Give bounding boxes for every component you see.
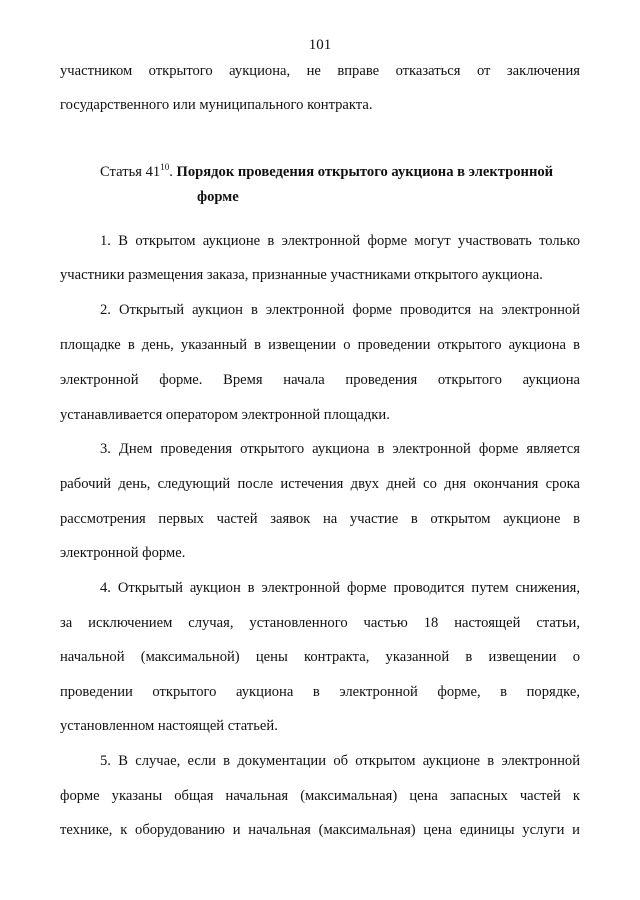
paragraph-5-line-2: форме указаны общая начальная (максимальная) цена запасных частей к bbox=[60, 788, 580, 804]
article-number: Статья 41 bbox=[100, 164, 161, 180]
article-superscript: 10 bbox=[160, 162, 170, 173]
paragraph-5-line-1: 5. В случае, если в документации об открытом аукционе в электронной bbox=[100, 753, 580, 769]
paragraph-3-line-3: рассмотрения первых частей заявок на участие в открытом аукционе в bbox=[60, 511, 580, 527]
paragraph-2-line-3: электронной форме. Время начала проведения открытого аукциона bbox=[60, 372, 580, 388]
paragraph-3-line-1: 3. Днем проведения открытого аукциона в электронной форме является bbox=[100, 441, 580, 457]
paragraph-4-line-4: проведении открытого аукциона в электронной форме, в порядке, bbox=[60, 684, 580, 700]
intro-line-2: государственного или муниципального контракта. bbox=[60, 97, 373, 113]
paragraph-1-line-1: 1. В открытом аукционе в электронной форме могут участвовать только bbox=[100, 233, 580, 249]
article-title-line2: форме bbox=[197, 189, 239, 205]
paragraph-5-line-3: технике, к оборудованию и начальная (максимальная) цена единицы услуги и bbox=[60, 822, 580, 838]
paragraph-3-line-4: электронной форме. bbox=[60, 545, 186, 561]
paragraph-2-line-2: площадке в день, указанный в извещении о проведении открытого аукциона в bbox=[60, 337, 580, 353]
intro-line-1: участником открытого аукциона, не вправе отказаться от заключения bbox=[60, 63, 580, 79]
article-dot: . bbox=[169, 164, 173, 180]
paragraph-2-line-4: устанавливается оператором электронной площадки. bbox=[60, 407, 390, 423]
paragraph-4-line-3: начальной (максимальной) цены контракта, указанной в извещении о bbox=[60, 649, 580, 665]
article-title-line1: Порядок проведения открытого аукциона в электронной bbox=[176, 164, 554, 180]
paragraph-2-line-1: 2. Открытый аукцион в электронной форме проводится на электронной bbox=[100, 302, 580, 318]
page-number: 101 bbox=[308, 37, 332, 53]
paragraph-3-line-2: рабочий день, следующий после истечения двух дней со дня окончания срока bbox=[60, 476, 580, 492]
paragraph-4-line-2: за исключением случая, установленного частью 18 настоящей статьи, bbox=[60, 615, 580, 631]
paragraph-1-line-2: участники размещения заказа, признанные участниками открытого аукциона. bbox=[60, 267, 543, 283]
article-heading bbox=[100, 160, 580, 210]
paragraph-4-line-5: установленном настоящей статьей. bbox=[60, 718, 278, 734]
paragraph-4-line-1: 4. Открытый аукцион в электронной форме проводится путем снижения, bbox=[100, 580, 580, 596]
